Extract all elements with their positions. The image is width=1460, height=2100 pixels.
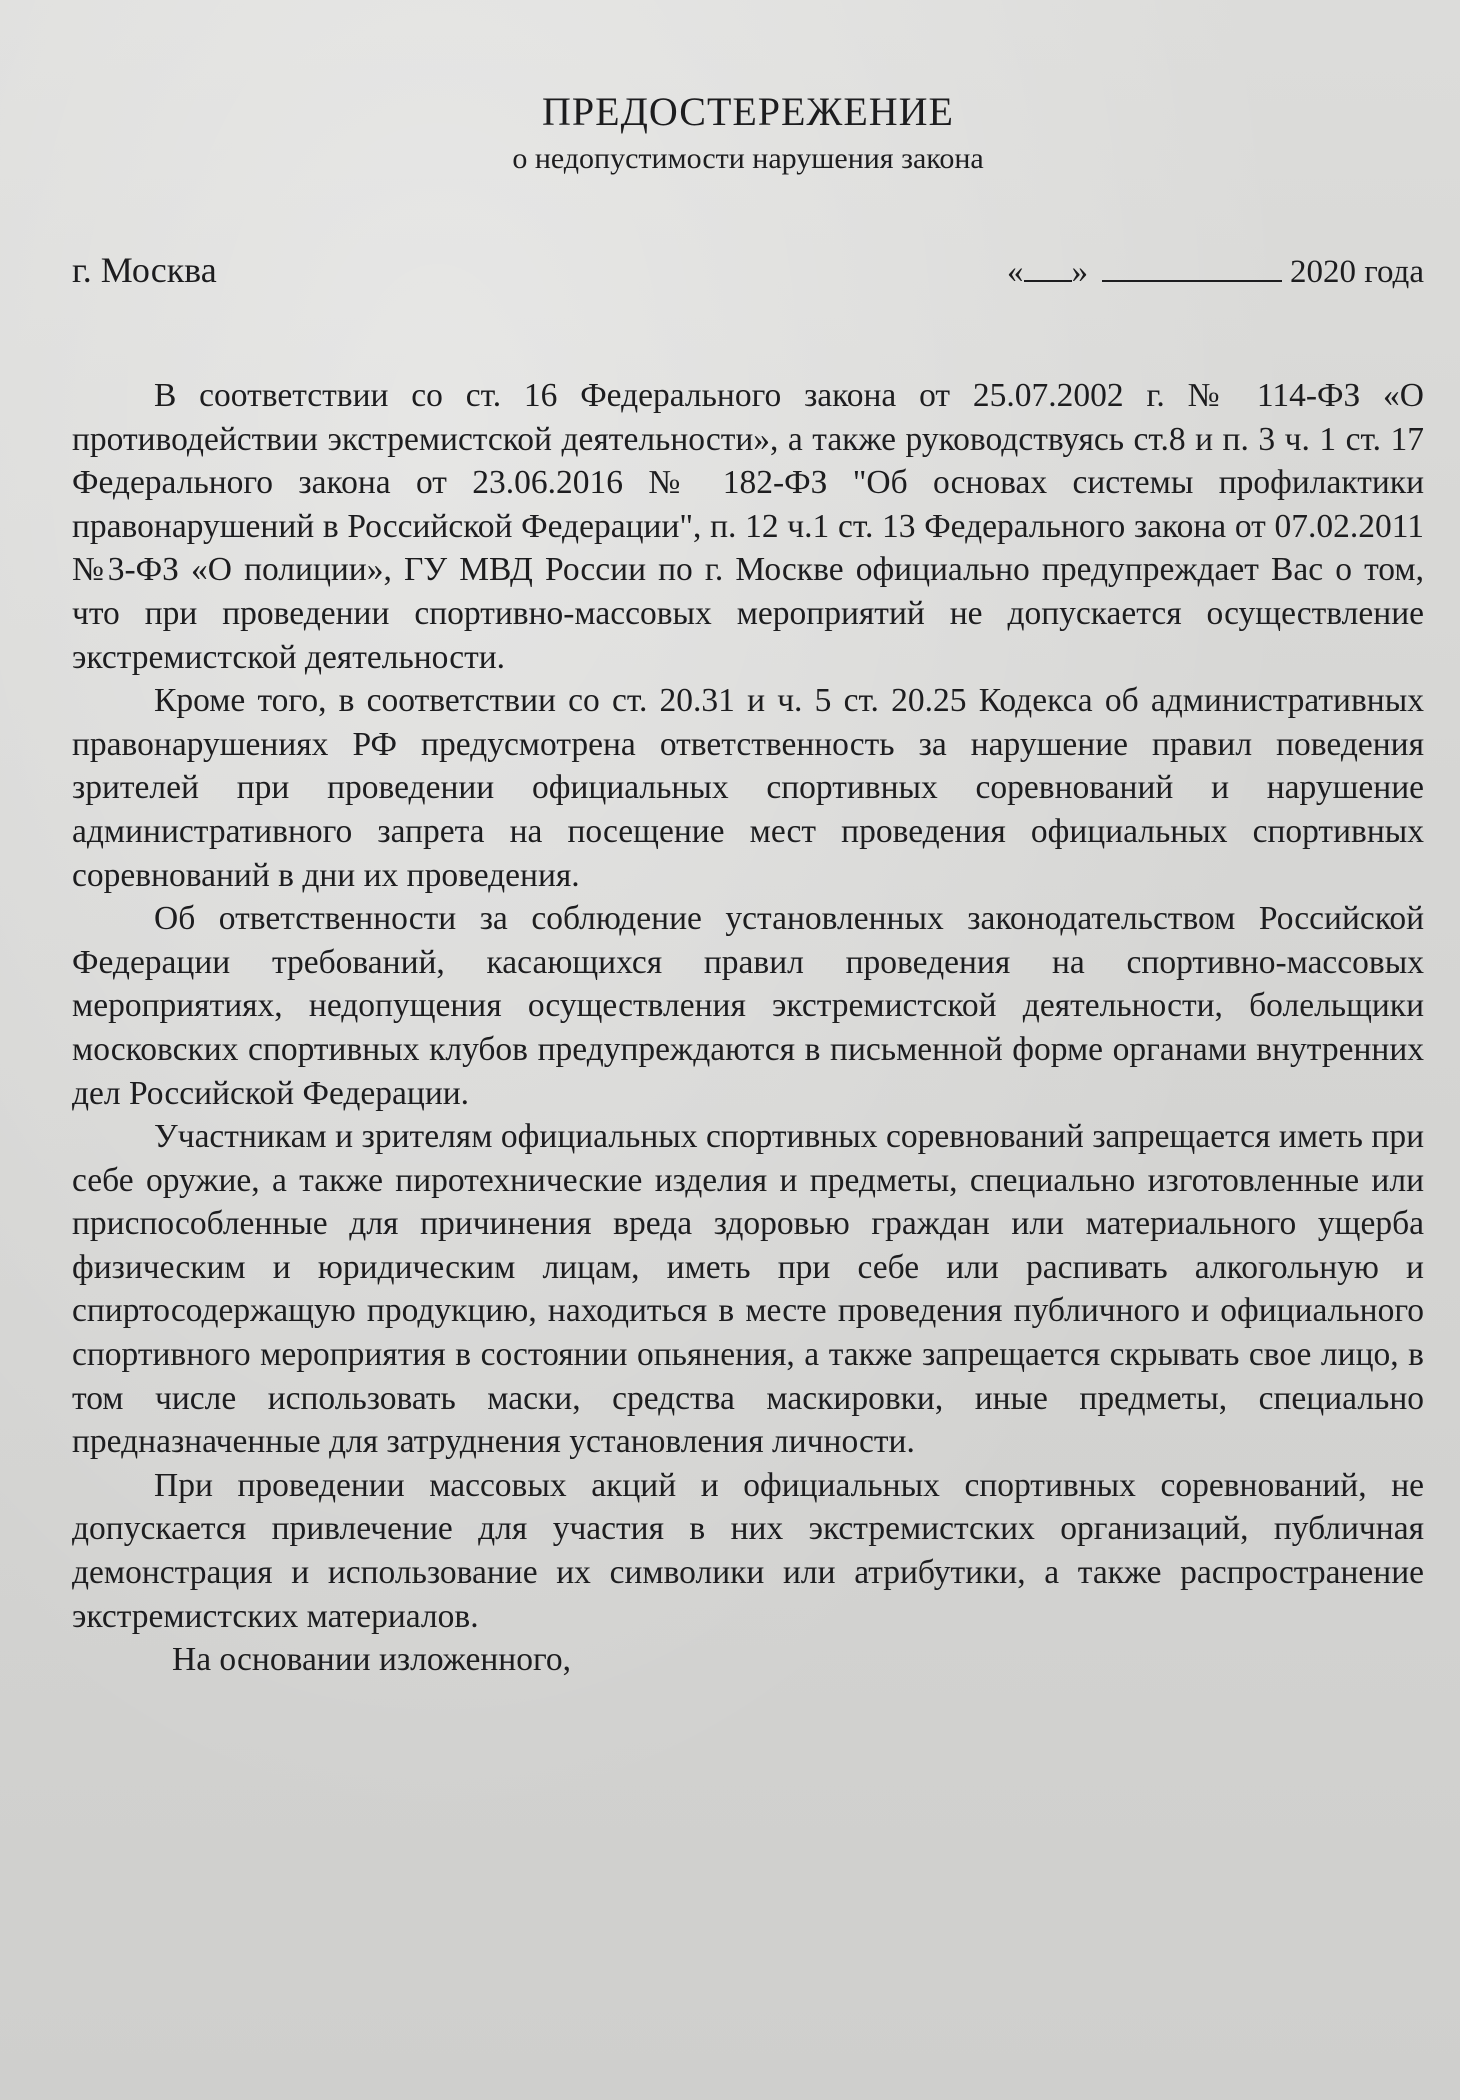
closing-line: На основании изложенного, [172, 1641, 571, 1679]
date-year: 2020 года [1290, 254, 1424, 290]
date-close-quote: » [1071, 254, 1089, 290]
date-field [1007, 250, 1424, 294]
paragraph-administrative-liability: Кроме того, в соответствии со ст. 20.31 и ч. 5 ст. 20.25 Кодекса об административных правонарушениях РФ предусмотрена ответственность за нарушение правил поведения зрителей при проведении официальных спортивных соревнований и нарушение административного запрета на посещение мест проведения официальных спортивных соревнований в дни их проведения. [72, 682, 1424, 894]
paragraph-extremism: При проведении массовых акций и официальных спортивных соревнований, не допускается привлечение для участия в них экстремистских организаций, публичная демонстрация и использование их символики или атрибутики, а также распространение экстремистских материалов. [72, 1466, 1424, 1635]
city: г. Москва [72, 250, 217, 290]
date-month-blank [1102, 252, 1282, 282]
document-subtitle: о недопустимости нарушения закона [512, 142, 984, 175]
paragraph-written-warning: Об ответственности за соблюдение установленных законодательством Российской Федерации требований, касающихся правил проведения на спортивно-массовых мероприятиях, недопущения осуществления экстремистской деятельности, болельщики московских спортивных клубов предупреждаются в письменной форме органами внутренних дел Российской Федерации. [72, 900, 1424, 1112]
date-open-quote: « [1007, 254, 1024, 290]
place-date-row [72, 248, 1424, 294]
date-day-blank [1024, 252, 1072, 282]
paragraph-prohibitions: Участникам и зрителям официальных спортивных соревнований запрещается иметь при себе оружие, а также пиротехнические изделия и предметы, специально изготовленные или приспособленные для причинения вреда здоровью граждан или материального ущерба физическим и юридическим лицам, иметь при себе или распивать алкогольную и спиртосодержащую продукцию, находиться в месте проведения публичного и официального спортивного мероприятия в состоянии опьянения, а также запрещается скрывать свое лицо, в том числе использовать маски, средства маскировки, иные предметы, специально предназначенные для затруднения установления личности. [72, 1118, 1424, 1461]
document-title: ПРЕДОСТЕРЕЖЕНИЕ [542, 89, 954, 134]
document-body [72, 374, 1424, 1682]
paragraph-legal-basis: В соответствии со ст. 16 Федерального закона от 25.07.2002 г. № 114-ФЗ «О противодействии экстремистской деятельности», а также руководствуясь ст.8 и п. 3 ч. 1 ст. 17 Федерального закона от 23.06.2016 № 182-ФЗ "Об основах системы профилактики правонарушений в Российской Федерации", п. 12 ч.1 ст. 13 Федерального закона от 07.02.2011 №3-ФЗ «О полиции», ГУ МВД России по г. Москве официально предупреждает Вас о том, что при проведении спортивно-массовых мероприятий не допускается осуществление экстремистской деятельности. [72, 377, 1424, 676]
